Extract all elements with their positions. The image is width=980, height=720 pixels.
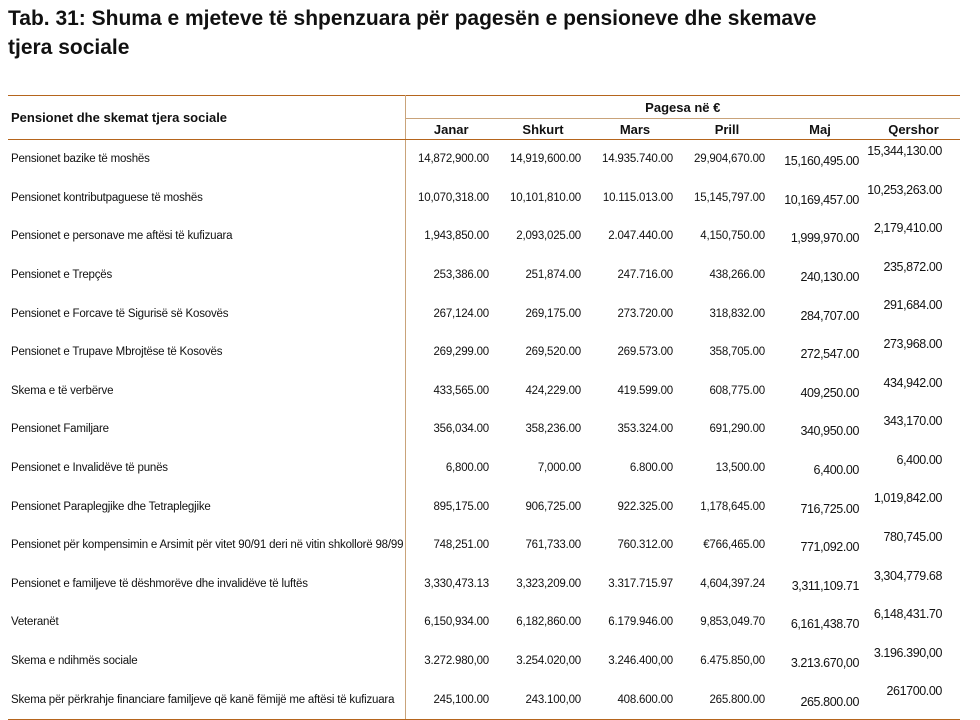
month-header: Mars <box>589 119 681 140</box>
value-cell: 6,400.00 <box>813 463 859 478</box>
value-cell: 3.196.390,00 <box>873 645 942 660</box>
table-row <box>8 333 960 372</box>
value-cell: 771,092.00 <box>800 540 859 555</box>
value-cell: 358,705.00 <box>709 346 765 359</box>
value-cell: 245,100.00 <box>405 680 497 719</box>
value-cell: 10.115.013.00 <box>602 191 673 204</box>
value-cell: 265.800.00 <box>773 680 867 719</box>
value-cell: 3.254.020,00 <box>516 655 581 668</box>
value-cell: 10,070,318.00 <box>418 191 489 204</box>
payment-group-header: Pagesa në € <box>405 96 960 119</box>
table-row <box>8 372 960 411</box>
value-cell: 6.475.850,00 <box>700 655 765 668</box>
value-cell: 2.047.440.00 <box>608 230 673 243</box>
value-cell: 251,874.00 <box>525 269 581 282</box>
table-row <box>8 680 960 719</box>
value-cell: 13,500.00 <box>715 462 765 475</box>
value-cell: 265.800.00 <box>681 680 773 719</box>
table-row <box>8 603 960 642</box>
value-cell: 748,251.00 <box>433 539 489 552</box>
row-label: Pensionet kontributpaguese të moshës <box>8 179 405 218</box>
value-cell: 6,182,860.00 <box>516 616 581 629</box>
value-cell: 3.272.980,00 <box>424 655 489 668</box>
value-cell: 269,299.00 <box>433 346 489 359</box>
month-header: Qershor <box>867 119 960 140</box>
month-header: Maj <box>773 119 867 140</box>
value-cell: 1,178,645.00 <box>700 500 765 513</box>
value-cell: 15,145,797.00 <box>694 191 765 204</box>
value-cell: 14,872,900.00 <box>418 153 489 166</box>
value-cell: 243.100,00 <box>497 680 589 719</box>
value-cell: 2,093,025.00 <box>516 230 581 243</box>
value-cell: 2,179,410.00 <box>873 221 942 236</box>
value-cell: 29,904,670.00 <box>694 153 765 166</box>
row-label: Pensionet Familjare <box>8 410 405 449</box>
table-row <box>8 642 960 681</box>
value-cell: 3.213.670,00 <box>790 656 859 671</box>
value-cell: 269,520.00 <box>525 346 581 359</box>
value-cell: 356,034.00 <box>433 423 489 436</box>
value-cell: 409,250.00 <box>800 385 859 400</box>
row-header: Pensionet dhe skemat tjera sociale <box>8 96 405 140</box>
value-cell: 1,943,850.00 <box>424 230 489 243</box>
row-label: Pensionet e Trepçës <box>8 256 405 295</box>
value-cell: 419.599.00 <box>617 384 673 397</box>
row-label: Pensionet e Trupave Mbrojtëse të Kosovës <box>8 333 405 372</box>
value-cell: 15,344,130.00 <box>867 144 942 158</box>
table-row <box>8 565 960 604</box>
value-cell: 3.246.400,00 <box>608 655 673 668</box>
value-cell: 3,304,779.68 <box>873 568 942 583</box>
value-cell: 434,942.00 <box>883 375 942 390</box>
value-cell: 3.317.715.97 <box>608 577 673 590</box>
row-label: Pensionet e personave me aftësi të kufizuara <box>8 217 405 256</box>
value-cell: 780,745.00 <box>883 529 942 544</box>
value-cell: 4,150,750.00 <box>700 230 765 243</box>
value-cell: 284,707.00 <box>800 308 859 323</box>
value-cell: 3,323,209.00 <box>516 577 581 590</box>
month-header: Shkurt <box>497 119 589 140</box>
value-cell: 424,229.00 <box>525 384 581 397</box>
value-cell: 261700.00 <box>867 680 960 719</box>
value-cell: 761,733.00 <box>525 539 581 552</box>
value-cell: 358,236.00 <box>525 423 581 436</box>
row-label: Pensionet për kompensimin e Arsimit për vitet 90/91 deri në vitin shkollorë 98/99 <box>8 526 405 565</box>
value-cell: 340,950.00 <box>800 424 859 439</box>
row-label: Pensionet bazike të moshës <box>8 140 405 179</box>
table-row <box>8 487 960 526</box>
value-cell: 3,311,109.71 <box>791 578 859 593</box>
value-cell: 353.324.00 <box>617 423 673 436</box>
value-cell: 895,175.00 <box>433 500 489 513</box>
value-cell: 433,565.00 <box>433 384 489 397</box>
value-cell: 691,290.00 <box>709 423 765 436</box>
value-cell: 10,169,457.00 <box>784 192 859 207</box>
value-cell: 291,684.00 <box>883 298 942 313</box>
value-cell: 14,919,600.00 <box>510 153 581 166</box>
row-label: Skema e të verbërve <box>8 372 405 411</box>
value-cell: 267,124.00 <box>433 307 489 320</box>
row-label: Pensionet e Forcave të Sigurisë së Kosovës <box>8 294 405 333</box>
value-cell: 408.600.00 <box>589 680 681 719</box>
value-cell: 4,604,397.24 <box>700 577 765 590</box>
value-cell: 273,968.00 <box>883 336 942 351</box>
value-cell: 9,853,049.70 <box>700 616 765 629</box>
row-label: Skema për përkrahje financiare familjeve që kanë fëmijë me aftësi të kufizuara <box>8 680 405 719</box>
value-cell: 7,000.00 <box>537 462 581 475</box>
value-cell: 6.800.00 <box>629 462 673 475</box>
row-label: Pensionet e familjeve të dëshmorëve dhe invalidëve të luftës <box>8 565 405 604</box>
title-line-2: tjera sociale <box>8 36 130 59</box>
value-cell: 6,800.00 <box>445 462 489 475</box>
month-header: Janar <box>405 119 497 140</box>
value-cell: 318,832.00 <box>709 307 765 320</box>
value-cell: 1,999,970.00 <box>790 231 859 246</box>
table-row <box>8 410 960 449</box>
value-cell: 6,150,934.00 <box>424 616 489 629</box>
value-cell: 10,101,810.00 <box>510 191 581 204</box>
row-label: Pensionet e Invalidëve të punës <box>8 449 405 488</box>
value-cell: 3,330,473.13 <box>424 577 489 590</box>
table-body <box>8 140 960 720</box>
table-row <box>8 526 960 565</box>
value-cell: 273.720.00 <box>617 307 673 320</box>
table-row <box>8 140 960 179</box>
page-title <box>8 4 968 62</box>
value-cell: 240,130.00 <box>800 270 859 285</box>
value-cell: 906,725.00 <box>525 500 581 513</box>
table-row <box>8 217 960 256</box>
value-cell: 922.325.00 <box>617 500 673 513</box>
value-cell: 235,872.00 <box>883 259 942 274</box>
table-row <box>8 294 960 333</box>
pension-payments-table <box>8 95 960 720</box>
value-cell: 716,725.00 <box>800 501 859 516</box>
value-cell: 269.573.00 <box>617 346 673 359</box>
value-cell: 1,019,842.00 <box>873 491 942 506</box>
value-cell: 14.935.740.00 <box>602 153 673 166</box>
table-row <box>8 179 960 218</box>
value-cell: 6,400.00 <box>896 452 942 467</box>
row-label: Skema e ndihmës sociale <box>8 642 405 681</box>
value-cell: 10,253,263.00 <box>867 182 942 197</box>
value-cell: 438,266.00 <box>709 269 765 282</box>
table-row <box>8 256 960 295</box>
value-cell: 15,160,495.00 <box>784 154 859 169</box>
month-header: Prill <box>681 119 773 140</box>
value-cell: 6.179.946.00 <box>608 616 673 629</box>
row-label: Veteranët <box>8 603 405 642</box>
value-cell: 247.716.00 <box>617 269 673 282</box>
value-cell: 343,170.00 <box>883 414 942 429</box>
value-cell: 6,161,438.70 <box>790 617 859 632</box>
title-line-1: Tab. 31: Shuma e mjeteve të shpenzuara për pagesën e pensioneve dhe skemave <box>8 7 817 30</box>
value-cell: 608,775.00 <box>709 384 765 397</box>
value-cell: 272,547.00 <box>800 347 859 362</box>
value-cell: 6,148,431.70 <box>873 607 942 622</box>
table-row <box>8 449 960 488</box>
value-cell: 269,175.00 <box>525 307 581 320</box>
value-cell: 760.312.00 <box>617 539 673 552</box>
value-cell: €766,465.00 <box>703 539 765 552</box>
row-label: Pensionet Paraplegjike dhe Tetraplegjike <box>8 487 405 526</box>
value-cell: 253,386.00 <box>433 269 489 282</box>
